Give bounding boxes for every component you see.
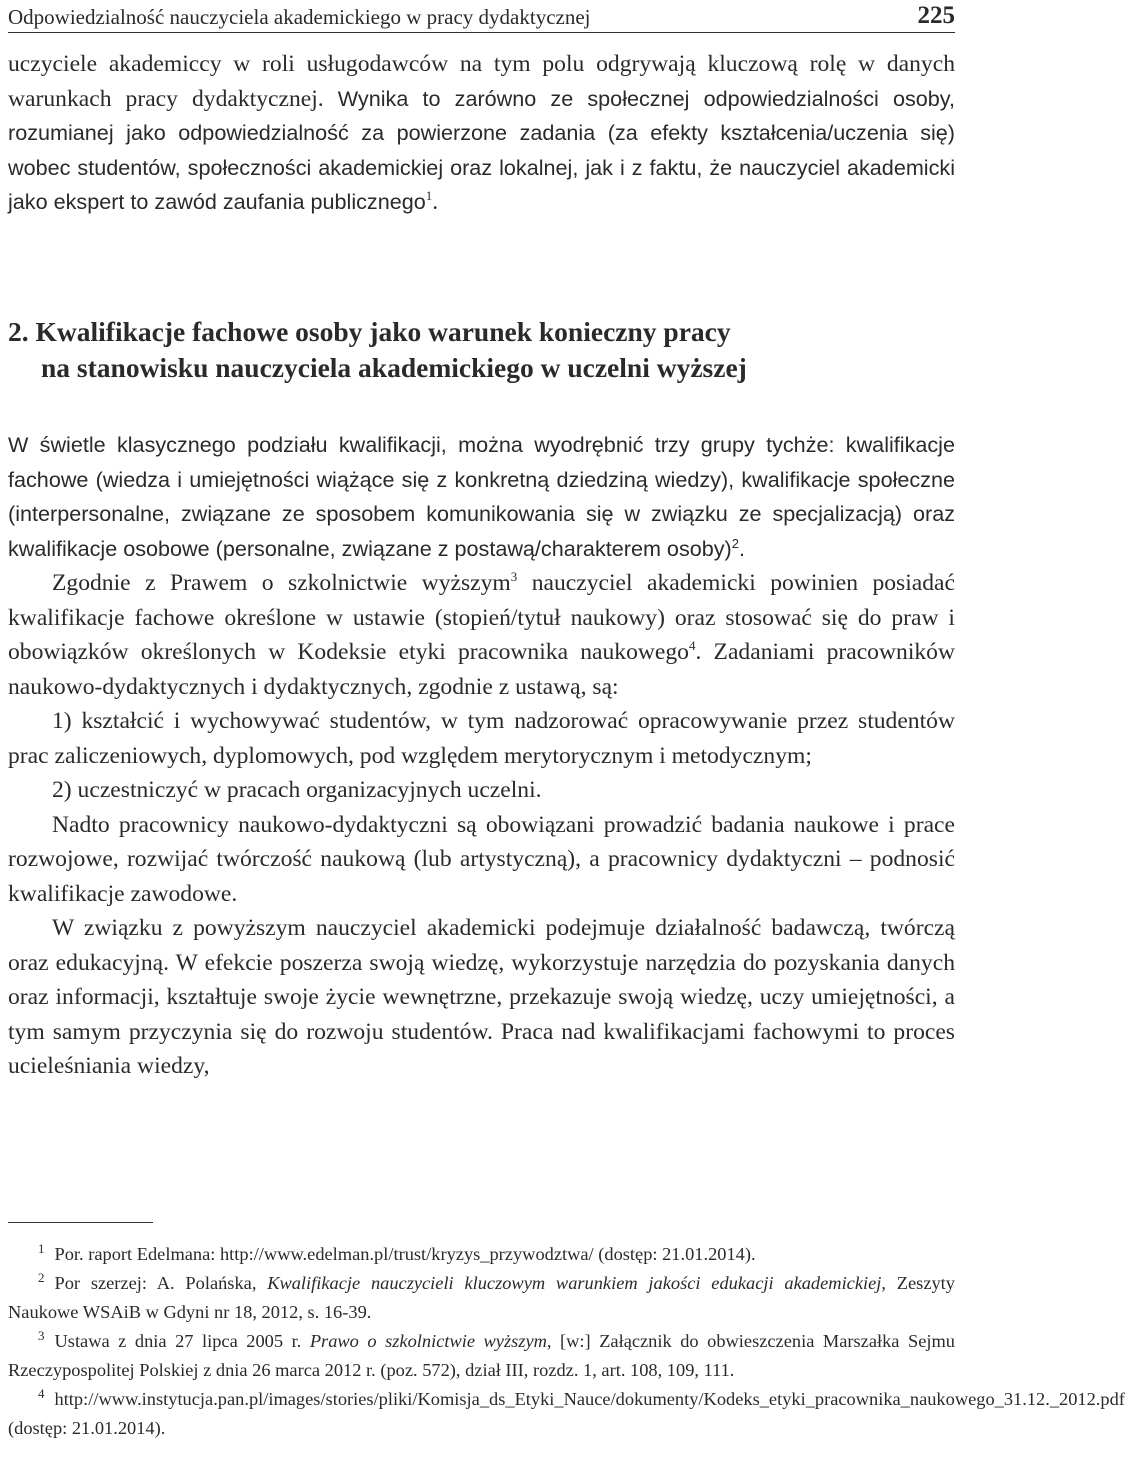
paragraph-4: W związku z powyższym nauczyciel akademicki podejmuje działalność badawczą, twórczą oraz edukacyjną. W efekcie poszerza swoją wiedzę, wykorzystuje narzędzia do pozyskania danych oraz informacji, kształtuje swoje życie wewnętrzne, przekazuje swoją wiedzę, uczy umiejętności, a tym samym przyczynia się do rozwoju studentów. Praca nad kwalifikacjami fachowymi to proces ucieleśniania wiedzy,	[8, 915, 955, 1079]
footnote-2-title: Kwalifikacje nauczycieli kluczowym warunkiem jakości edukacji akademickiej	[267, 1273, 882, 1293]
intro-text-b: Wynika to zarówno ze społecznej odpowiedzialności osoby, rozumianej jako odpowiedzialność za powierzone zadania (za efekty kształcenia/uczenia się) wobec studentów, społeczności akademickiej oraz lokalnej, jak i z faktu, że nauczyciel akademicki jako ekspert to zawód zaufania publicznego	[8, 85, 955, 214]
paragraph-2-text-c: . Zadaniami pracowników naukowo-dydaktycznych i dydaktycznych, zgodnie z ustawą, są:	[8, 639, 956, 700]
section-heading-line-2: na stanowisku nauczyciela akademickiego w uczelni wyższej	[41, 352, 747, 383]
footnote-4	[8, 1385, 1125, 1443]
footnote-2-number: 2	[38, 1269, 45, 1285]
footnotes	[8, 1240, 1125, 1443]
list-item-2: 2) uczestniczyć w pracach organizacyjnych uczelni.	[52, 777, 542, 803]
footnote-ref-2[interactable]: 2	[731, 535, 739, 551]
intro-paragraph	[8, 47, 955, 220]
footnote-ref-4[interactable]: 4	[688, 638, 696, 654]
list-item-1: 1) kształcić i wychowywać studentów, w tym nadzorować opracowywanie przez studentów prac zaliczeniowych, dyplomowych, pod względem merytorycznym i metodycznym;	[8, 708, 955, 769]
footnote-3-number: 3	[38, 1327, 45, 1343]
footnote-3	[8, 1327, 955, 1385]
paragraph-2	[8, 566, 955, 704]
footnote-2-text-a: Por szerzej: A. Polańska,	[54, 1273, 268, 1293]
paragraph-1-text: W świetle klasycznego podziału kwalifikacji, można wyodrębnić trzy grupy tychże: kwalifikacje fachowe (wiedza i umiejętności wiążące się z konkretną dziedziną wiedzy), kwalifikacje społeczne (interpersonalne, związane ze sposobem komunikowania się w związku ze specjalizacją) oraz kwalifikacje osobowe (personalne, związane z postawą/charakterem osoby)	[8, 432, 955, 561]
page-number: 225	[917, 2, 955, 29]
section-heading	[8, 314, 955, 386]
footnote-4-number: 4	[38, 1385, 45, 1401]
footnote-1	[8, 1240, 955, 1269]
footnote-4-text: http://www.instytucja.pan.pl/images/stories/pliki/Komisja_ds_Etyki_Nauce/dokumenty/Kodeks_etyki_pracownika_naukowego_31.12._2012.pdf (dostęp: 21.01.2014).	[8, 1389, 1125, 1438]
paragraph-1	[8, 428, 955, 566]
section-heading-line-1: 2. Kwalifikacje fachowe osoby jako warunek konieczny pracy	[8, 316, 731, 347]
footnote-1-text: Por. raport Edelmana: http://www.edelman.pl/trust/kryzys_przywodztwa/ (dostęp: 21.01.2014).	[54, 1244, 756, 1264]
footnote-3-title: Prawo o szkolnictwie wyższym	[309, 1331, 547, 1351]
footnote-ref-3[interactable]: 3	[510, 569, 518, 585]
footnote-2-text-b: , Zeszyty Naukowe WSAiB w Gdyni nr 18, 2012, s. 16-39.	[8, 1273, 955, 1322]
footnote-3-text-b: , [w:] Załącznik do obwieszczenia Marszałka Sejmu Rzeczypospolitej Polskiej z dnia 26 marca 2012 r. (poz. 572), dział III, rozdz. 1, art. 108, 109, 111.	[8, 1331, 956, 1380]
footnote-ref-1[interactable]: 1	[425, 188, 433, 204]
main-text	[8, 428, 955, 1084]
footnote-divider	[8, 1222, 153, 1223]
intro-end: .	[432, 189, 439, 215]
running-header-title: Odpowiedzialność nauczyciela akademickiego w pracy dydaktycznej	[8, 5, 591, 29]
paragraph-2-text-b: nauczyciel akademicki powinien posiadać kwalifikacje fachowe określone w ustawie (stopień/tytuł naukowy) oraz stosować się do praw i obowiązków określonych w Kodeksie etyki pracownika naukowego	[8, 570, 955, 665]
footnote-1-number: 1	[38, 1240, 45, 1256]
footnote-2	[8, 1269, 955, 1327]
paragraph-2-text-a: Zgodnie z Prawem o szkolnictwie wyższym	[52, 570, 511, 596]
footnote-3-text-a: Ustawa z dnia 27 lipca 2005 r.	[54, 1331, 310, 1351]
paragraph-3: Nadto pracownicy naukowo-dydaktyczni są obowiązani prowadzić badania naukowe i prace rozwojowe, rozwijać twórczość naukową (lub artystyczną), a pracownicy dydaktyczni – podnosić kwalifikacje zawodowe.	[8, 811, 955, 907]
paragraph-1-end: .	[738, 535, 745, 561]
intro-text-a: uczyciele akademiccy w roli usługodawców na tym polu odgrywają kluczową rolę w danych warunkach pracy dydaktycznej.	[8, 51, 955, 112]
running-header	[8, 4, 955, 33]
